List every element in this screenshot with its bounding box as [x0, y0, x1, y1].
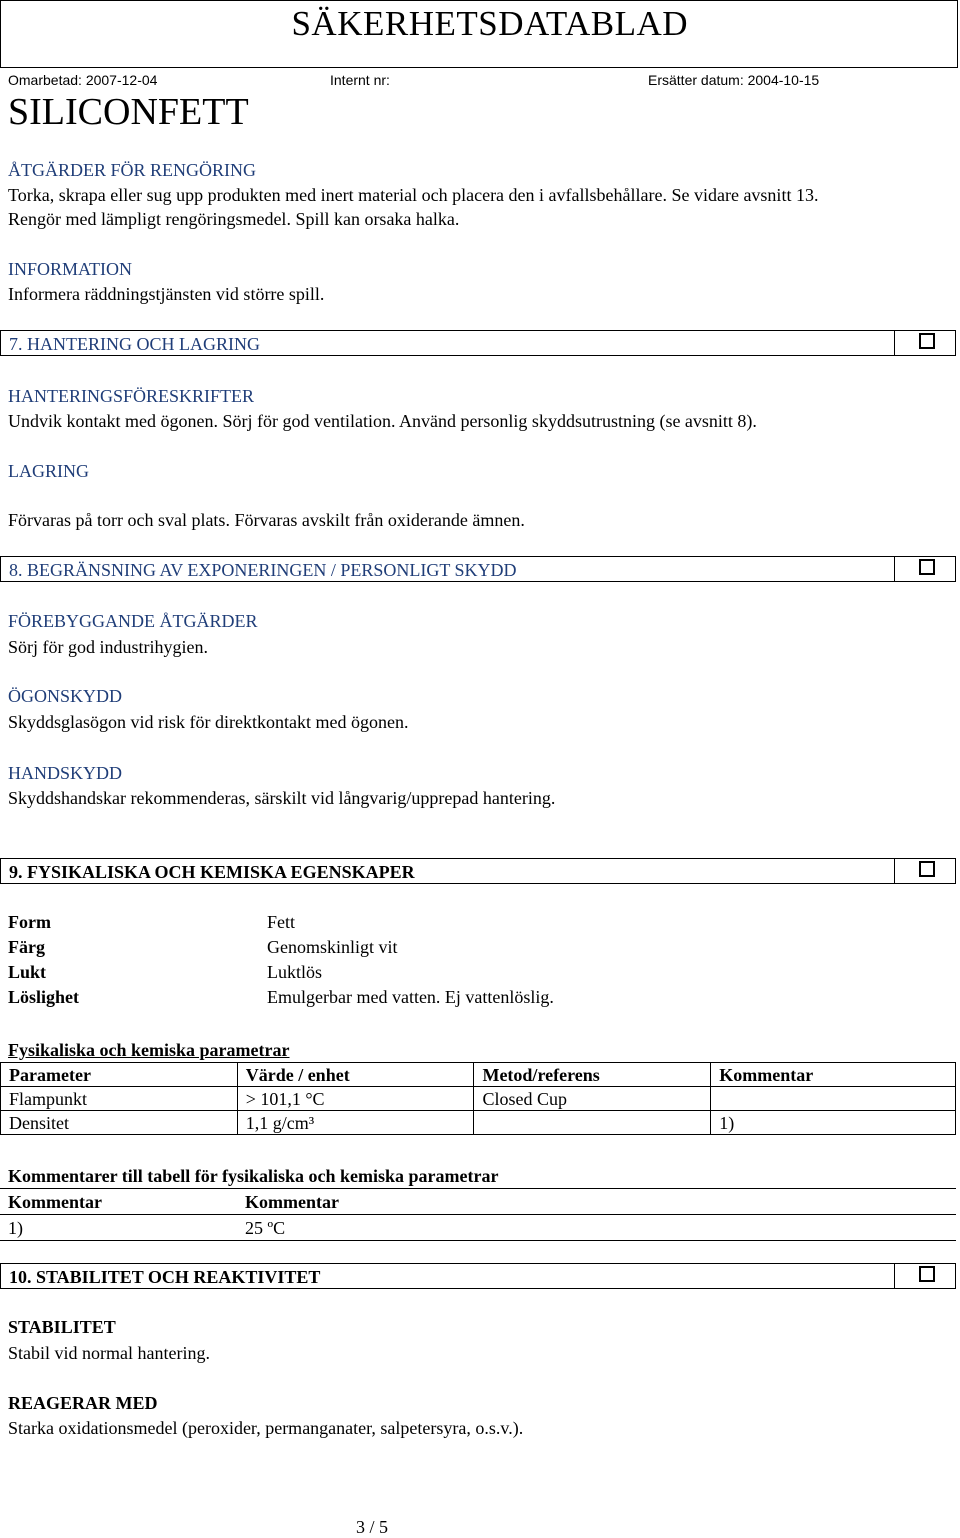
- reacts-with-text: Starka oxidationsmedel (peroxider, permanganater, salpetersyra, o.s.v.).: [8, 1418, 524, 1438]
- table-header-row: [1, 1063, 956, 1087]
- revised-date: Omarbetad: 2007-12-04: [8, 72, 158, 88]
- internal-number: Internt nr:: [330, 72, 390, 88]
- eye-protection-text: Skyddsglasögon vid risk för direktkontakt med ögonen.: [8, 712, 409, 732]
- handling-heading: HANTERINGSFÖRESKRIFTER: [8, 386, 255, 406]
- section-10-checkbox[interactable]: [919, 1266, 935, 1282]
- property-value: Emulgerbar med vatten. Ej vattenlöslig.: [267, 987, 554, 1007]
- section-divider: [894, 1264, 895, 1288]
- property-value: Luktlös: [267, 962, 323, 982]
- section-7-title: 7. HANTERING OCH LAGRING: [9, 334, 260, 354]
- reacts-with-heading: REAGERAR MED: [8, 1393, 158, 1413]
- table-cell: Closed Cup: [474, 1087, 711, 1111]
- section-divider: [894, 331, 895, 355]
- product-name: SILICONFETT: [8, 91, 249, 133]
- section-9-title: 9. FYSIKALISKA OCH KEMISKA EGENSKAPER: [9, 862, 415, 882]
- table-cell: 1,1 g/cm³: [237, 1111, 474, 1135]
- section-divider: [894, 557, 895, 581]
- section-10-title: 10. STABILITET OCH REAKTIVITET: [9, 1267, 321, 1287]
- section-10-bar: [0, 1263, 956, 1289]
- table-header-cell: Kommentar: [0, 1189, 237, 1215]
- section-divider: [894, 859, 895, 883]
- section-9-bar: [0, 858, 956, 884]
- section-9-checkbox[interactable]: [919, 861, 935, 877]
- parameter-table-title: Fysikaliska och kemiska parametrar: [8, 1040, 290, 1060]
- prevent-text: Sörj för god industrihygien.: [8, 637, 208, 657]
- hand-protection-heading: HANDSKYDD: [8, 763, 123, 783]
- storage-text: Förvaras på torr och sval plats. Förvaras avskilt från oxiderande ämnen.: [8, 510, 525, 530]
- hand-protection-text: Skyddshandskar rekommenderas, särskilt vid långvarig/upprepad hantering.: [8, 788, 556, 808]
- replaces-date: Ersätter datum: 2004-10-15: [648, 72, 820, 88]
- property-name: Lukt: [8, 962, 47, 982]
- stability-text: Stabil vid normal hantering.: [8, 1343, 210, 1363]
- table-cell: Densitet: [1, 1111, 238, 1135]
- table-cell: [474, 1111, 711, 1135]
- table-row: [0, 1215, 956, 1241]
- section-8-checkbox[interactable]: [919, 559, 935, 575]
- property-value: Genomskinligt vit: [267, 937, 398, 957]
- table-cell: Flampunkt: [1, 1087, 238, 1111]
- comment-table-title: Kommentarer till tabell för fysikaliska och kemiska parametrar: [8, 1166, 499, 1186]
- parameter-table: [0, 1062, 956, 1135]
- table-header-cell: Kommentar: [711, 1063, 956, 1087]
- table-header-cell: Värde / enhet: [237, 1063, 474, 1087]
- table-row: [1, 1111, 956, 1135]
- handling-text: Undvik kontakt med ögonen. Sörj för god ventilation. Använd personlig skyddsutrustning (se avsnitt 8).: [8, 411, 757, 431]
- stability-heading: STABILITET: [8, 1317, 116, 1337]
- table-header-cell: Kommentar: [237, 1189, 956, 1215]
- document-title: SÄKERHETSDATABLAD: [291, 4, 688, 43]
- prevent-heading: FÖREBYGGANDE ÅTGÄRDER: [8, 611, 258, 631]
- table-cell: 25 ºC: [237, 1215, 956, 1241]
- cleanup-heading: ÅTGÄRDER FÖR RENGÖRING: [8, 160, 257, 180]
- section-8-title: 8. BEGRÄNSNING AV EXPONERINGEN / PERSONLIGT SKYDD: [9, 560, 517, 580]
- table-cell: 1): [711, 1111, 956, 1135]
- table-header-cell: Metod/referens: [474, 1063, 711, 1087]
- table-header-cell: Parameter: [1, 1063, 238, 1087]
- section-7-bar: [0, 330, 956, 356]
- property-value: Fett: [267, 912, 296, 932]
- table-cell: > 101,1 °C: [237, 1087, 474, 1111]
- cleanup-text-1: Torka, skrapa eller sug upp produkten med inert material och placera den i avfallsbehållare. Se vidare avsnitt 13.: [8, 185, 819, 205]
- section-7-checkbox[interactable]: [919, 333, 935, 349]
- property-name: Löslighet: [8, 987, 80, 1007]
- section-8-bar: [0, 556, 956, 582]
- comment-table: [0, 1188, 956, 1241]
- table-header-row: [0, 1189, 956, 1215]
- property-name: Färg: [8, 937, 45, 957]
- cleanup-text-2: Rengör med lämpligt rengöringsmedel. Spill kan orsaka halka.: [8, 209, 460, 229]
- table-row: [1, 1087, 956, 1111]
- property-name: Form: [8, 912, 51, 932]
- storage-heading: LAGRING: [8, 461, 89, 481]
- eye-protection-heading: ÖGONSKYDD: [8, 686, 123, 706]
- information-text: Informera räddningstjänsten vid större spill.: [8, 284, 325, 304]
- information-heading: INFORMATION: [8, 259, 133, 279]
- page-number: 3 / 5: [356, 1517, 389, 1537]
- table-cell: [711, 1087, 956, 1111]
- table-cell: 1): [0, 1215, 237, 1241]
